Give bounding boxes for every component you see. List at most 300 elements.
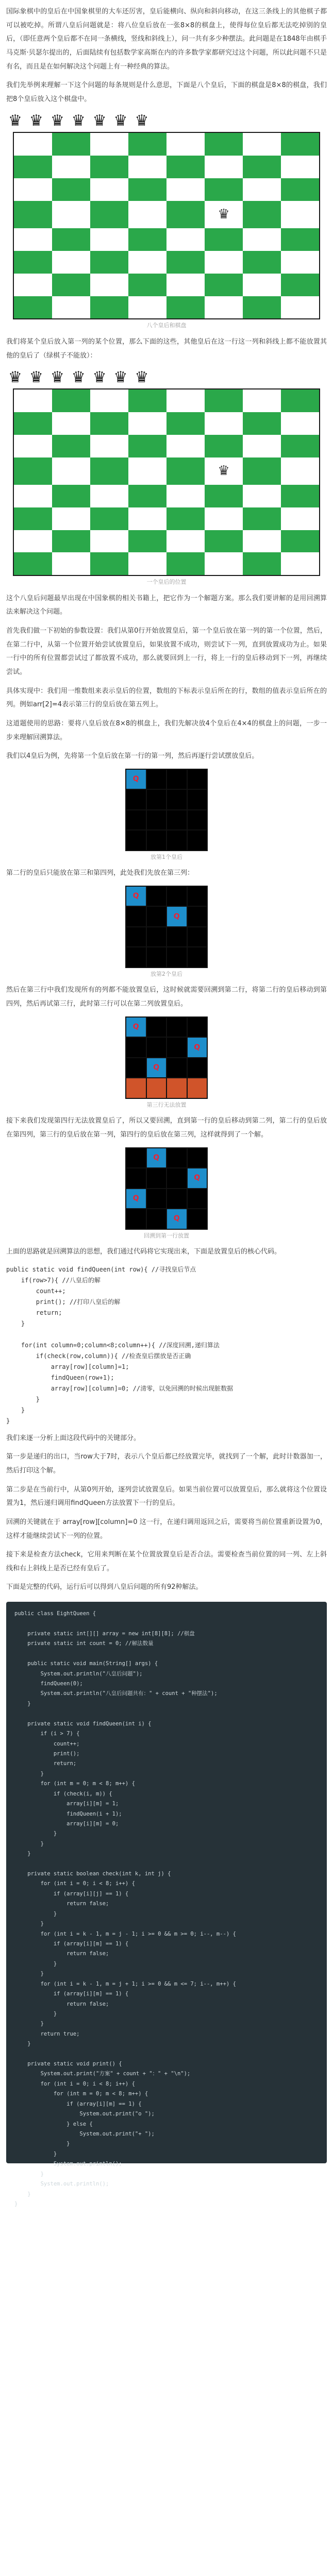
- board-square: [205, 274, 243, 296]
- code-line: return false;: [14, 1901, 109, 1907]
- code-line: } else {: [14, 2121, 93, 2127]
- board-cell: [188, 1148, 207, 1168]
- board-square: [281, 133, 319, 156]
- board-square: [281, 274, 319, 296]
- board-cell: [147, 1018, 166, 1037]
- queen-row: [0, 370, 333, 385]
- board-square: [90, 552, 128, 575]
- board-square: [205, 251, 243, 274]
- code-line: public class EightQueen {: [14, 1611, 96, 1617]
- board-square: [14, 178, 52, 201]
- code-line: return false;: [14, 1951, 109, 1957]
- board-square: [205, 435, 243, 457]
- code-line: System.out.print("o ");: [14, 2111, 155, 2117]
- board-cell: [126, 1148, 146, 1168]
- board-square: [243, 274, 281, 296]
- intro-paragraph-1: 国际象棋中的皇后在中国象棋里的大车还厉害，皇后能横向、纵向和斜向移动，在这三条线上的其他棋子都可以被吃掉。所谓八皇后问题就是：将八位皇后放在一张8×8的棋盘上，使得每位皇后都无法吃掉别的皇后，（即任意两个皇后都不在同一条横线，竖线和斜线上），问一共有多少种摆法。此问题是在1848年由棋手马克斯·贝瑟尔提出的，后面陆续有包括数学家高斯在内的许多数学家都研究过这个问题，所以此问题不只是有名，而且是在如何解决这个问题上有一种经典的算法。: [6, 8, 327, 71]
- board-square: [166, 133, 205, 156]
- board-cell: [167, 927, 187, 947]
- board-square: [281, 507, 319, 530]
- board-square: [128, 435, 166, 457]
- board-cell: [126, 927, 146, 947]
- board-square: [166, 412, 205, 435]
- section8-paragraph-4: 回溯的关键就在于 array[row][column]=0 这一行，在递归调用返回之后，需要将当前位置重新设置为0，这样才能继续尝试下一列的位置。: [6, 1518, 327, 1540]
- code-line: }: [6, 1406, 25, 1414]
- board-cell: [147, 1209, 166, 1229]
- board-square: [52, 251, 90, 274]
- board-cell: [167, 810, 187, 830]
- section3-paragraph-5: 我们以4皇后为例，先将第一个皇后放在第一行的第一列，然后再逐行尝试摆放皇后。: [6, 752, 259, 760]
- code-line: for (int i = k - 1, m = j + 1; i >= 0 && m <= 7; i--, m++) {: [14, 1980, 236, 1987]
- code-line: System.out.print("方案" + count + "：" + "\n");: [14, 2071, 191, 2077]
- board-square: [281, 530, 319, 553]
- board-square: [128, 251, 166, 274]
- board-square: [243, 530, 281, 553]
- board-cell: [126, 1078, 146, 1098]
- board-square: [281, 228, 319, 251]
- code-block-core: [6, 1264, 327, 1427]
- code-line: System.out.print("+ ");: [14, 2131, 155, 2137]
- board-square: [243, 133, 281, 156]
- board-square: [281, 552, 319, 575]
- board-square: [52, 133, 90, 156]
- code-line: for (int m = 0; m < 8; m++) {: [14, 1781, 135, 1787]
- board-square: [166, 201, 205, 228]
- board-square: [52, 552, 90, 575]
- board-square: [205, 156, 243, 178]
- board-square: [166, 274, 205, 296]
- chess-queen-icon: ♛: [8, 112, 22, 130]
- code-block-full: [6, 1602, 327, 2207]
- board-cell: [167, 1148, 187, 1168]
- chess-queen-icon: ♛: [29, 112, 43, 130]
- article: [0, 5, 333, 2576]
- board-square: [166, 507, 205, 530]
- board-cell: [126, 810, 146, 830]
- board-square: [90, 412, 128, 435]
- board-square: [52, 296, 90, 319]
- chess-queen-icon: ♛: [113, 112, 128, 130]
- board-cell: [147, 810, 166, 830]
- board-cell: [126, 947, 146, 967]
- board-square: [128, 530, 166, 553]
- board-square: [205, 530, 243, 553]
- code-line: for (int i = k - 1, m = j - 1; i >= 0 && m >= 0; i--, m--) {: [14, 1930, 236, 1937]
- board-square: [281, 178, 319, 201]
- code-line: for (int i = 0; i < 8; i++) {: [14, 1880, 135, 1887]
- board-cell: [188, 907, 207, 926]
- four-queen-board: [125, 886, 208, 968]
- board-square: [166, 457, 205, 485]
- board-square: [90, 507, 128, 530]
- board-square: [90, 228, 128, 251]
- board-square: [281, 251, 319, 274]
- board-cell: [126, 790, 146, 809]
- code-line: }: [6, 1417, 10, 1425]
- code-line: for (int i = 0; i < 8; i++) {: [14, 2080, 135, 2087]
- board-square: [52, 530, 90, 553]
- board-cell: [167, 790, 187, 809]
- queen-cell: Q: [147, 1058, 166, 1078]
- chess-queen-icon: ♛: [92, 368, 107, 387]
- code-line: print();: [14, 1750, 80, 1757]
- board-cell: [126, 1038, 146, 1057]
- code-line: }: [14, 2010, 57, 2017]
- code-line: private static boolean check(int k, int j) {: [14, 1871, 171, 1877]
- board-cell: [167, 1018, 187, 1037]
- code-line: array[row][column]=0; //清零，以免回溯的时候出现脏数据: [6, 1384, 234, 1392]
- board-square: [243, 228, 281, 251]
- board-square: [243, 457, 281, 485]
- board-cell: [126, 907, 146, 926]
- board-cell: [126, 831, 146, 850]
- board-square: [128, 507, 166, 530]
- figure-caption: 八个皇后和棋盘: [146, 322, 187, 329]
- board-cell: [167, 1078, 187, 1098]
- board-square: [52, 457, 90, 485]
- board-square: [14, 133, 52, 156]
- code-line: array[i][m] = 0;: [14, 1820, 119, 1827]
- code-line: for (int m = 0; m < 8; m++) {: [14, 2091, 148, 2097]
- code-line: }: [14, 2191, 31, 2197]
- section8-paragraph-1: 我们来逐一分析上面这段代码中的关键部分。: [6, 1434, 141, 1442]
- chessboard: [13, 132, 320, 319]
- board-square: [281, 296, 319, 319]
- board-cell: [167, 1058, 187, 1078]
- board-square: [14, 552, 52, 575]
- board-square: [243, 201, 281, 228]
- board-square: [128, 485, 166, 507]
- board-square: [205, 485, 243, 507]
- board-cell: [188, 790, 207, 809]
- code-line: }: [14, 2141, 70, 2147]
- board-square: [243, 178, 281, 201]
- board-cell: [147, 770, 166, 789]
- board-square: [166, 228, 205, 251]
- chess-queen-icon: ♛: [50, 368, 64, 387]
- board-square: [243, 435, 281, 457]
- section6-paragraph: 接下来我们发现第四行无法放置皇后了，所以又要回溯，直到第一行的皇后移动到第二列，第二行的皇后放在第四列，第三行的皇后放在第一列，第四行的皇后放在第三列，这样就得到了一个解。: [6, 1117, 327, 1139]
- board-square: [52, 156, 90, 178]
- code-line: }: [14, 1971, 44, 1977]
- code-line: count++;: [14, 1740, 80, 1747]
- board-cell: [147, 1168, 166, 1188]
- code-line: }: [14, 1910, 57, 1917]
- code-line: }: [14, 1840, 44, 1847]
- board-square: [128, 552, 166, 575]
- board-cell: [188, 1189, 207, 1209]
- board-cell: [188, 947, 207, 967]
- board-square: [281, 485, 319, 507]
- board-square: [166, 485, 205, 507]
- queen-cell: Q: [167, 1209, 187, 1229]
- board-square: [90, 435, 128, 457]
- code-line: System.out.println("八皇后问题");: [14, 1670, 143, 1677]
- board-square: [166, 530, 205, 553]
- code-line: array[row][column]=1;: [6, 1363, 129, 1370]
- board-cell: [188, 927, 207, 947]
- board-square: [52, 228, 90, 251]
- board-cell: [188, 1209, 207, 1229]
- board-square: [128, 178, 166, 201]
- figure-caption: 一个皇后的位置: [146, 579, 187, 586]
- code-line: return true;: [14, 2030, 80, 2037]
- board-square: [128, 412, 166, 435]
- board-square: [90, 457, 128, 485]
- code-line: if(check(row,column)){ //检查皇后摆放是否正确: [6, 1352, 191, 1360]
- code-line: }: [14, 1831, 57, 1837]
- board-square: [52, 178, 90, 201]
- board-square: [243, 412, 281, 435]
- board-square: [128, 296, 166, 319]
- board-square: [281, 457, 319, 485]
- code-line: [6, 1329, 327, 1340]
- board-square: [166, 552, 205, 575]
- board-square: [14, 228, 52, 251]
- code-line: }: [14, 2041, 31, 2047]
- figure-caption: 第三行无法放置: [146, 1101, 187, 1108]
- board-square: [90, 389, 128, 412]
- board-square: [205, 552, 243, 575]
- board-square: [205, 507, 243, 530]
- board-square: [166, 251, 205, 274]
- code-line: [14, 2049, 319, 2059]
- code-line: private static void findQueen(int i) {: [14, 1720, 152, 1727]
- board-square: [90, 251, 128, 274]
- code-line: public static void findQueen(int row){ //寻找皇后节点: [6, 1265, 196, 1273]
- board-square: [14, 201, 52, 228]
- code-line: private static int count = 0; //解法数量: [14, 1640, 154, 1647]
- board-square: [90, 296, 128, 319]
- board-square: [14, 412, 52, 435]
- code-line: print(); //打印八皇后的解: [6, 1298, 121, 1306]
- section3-paragraph-2: 首先我们做一下初始的参数设置：我们从第0行开始放置皇后，第一个皇后放在第一列的第一个位置，然后，在第二行中，从第一个位置开始尝试放置皇后，如果放置不成功，则尝试下一列，直到放置成功为止。如果一行中的所有位置都尝试过了都放置不成功，那么就要回到上一行，将上一行的皇后移动到下一列，再继续尝试。: [6, 627, 327, 676]
- board-cell: [188, 810, 207, 830]
- section8-paragraph-5: 接下来是检查方法check，它用来判断在某个位置放置皇后是否合法。需要检查当前位置的同一列、左上斜线和右上斜线上是否已经有皇后了。: [6, 1551, 327, 1572]
- figure-caption: 放第2个皇后: [151, 970, 182, 977]
- four-queen-board: [125, 1147, 208, 1230]
- queen-cell: Q: [188, 1168, 207, 1188]
- code-line: if (check(i, m)) {: [14, 1790, 112, 1797]
- section7-paragraph: 上面的思路就是回溯算法的思想，我们通过代码将它实现出来，下面是放置皇后的核心代码。: [6, 1248, 281, 1256]
- code-line: System.out.println();: [14, 2181, 109, 2188]
- board-cell: [167, 1189, 187, 1209]
- board-cell: [126, 1209, 146, 1229]
- board-square: [52, 435, 90, 457]
- code-line: public static void main(String[] args) {: [14, 1660, 158, 1667]
- code-line: if (array[i][m] == 1) {: [14, 1991, 129, 1997]
- section5-paragraph: 然后在第三行中我们发现所有的列都不能放置皇后，这时候就需要回溯到第二行，将第二行的皇后移动到第四列，然后再试第三行，此时第三行可以在第二列放置皇后。: [6, 986, 327, 1008]
- queen-cell: Q: [147, 1148, 166, 1168]
- section8-paragraph-2: 第一步是递归的出口，当row大于7时，表示八个皇后都已经放置完毕，就找到了一个解，此时计数器加一，然后打印这个解。: [6, 1453, 327, 1475]
- board-square: [205, 228, 243, 251]
- code-line: [14, 1859, 319, 1869]
- board-square: [243, 296, 281, 319]
- queen-cell: Q: [126, 770, 146, 789]
- board-square: [205, 133, 243, 156]
- board-cell: [188, 887, 207, 906]
- code-line: findQueen(0);: [14, 1681, 83, 1687]
- code-line: }: [14, 2021, 44, 2027]
- board-cell: [188, 831, 207, 850]
- board-square: [90, 274, 128, 296]
- board-square: [243, 251, 281, 274]
- section3-paragraph-1: 这个八皇后问题最早出现在中国象棋的相关书籍上，把它作为一个解题方案。那么我们要讲解的是用回溯算法来解决这个问题。: [6, 594, 327, 616]
- board-cell: [188, 1018, 207, 1037]
- board-cell: [147, 907, 166, 926]
- four-queen-board: [125, 769, 208, 851]
- chess-queen-icon: ♛: [113, 368, 128, 387]
- board-square: [205, 389, 243, 412]
- code-line: if (array[i][m] == 1) {: [14, 2100, 142, 2107]
- code-line: }: [14, 1960, 57, 1967]
- board-square: [166, 156, 205, 178]
- chess-queen-icon: ♛: [92, 112, 107, 130]
- code-line: [14, 1709, 319, 1719]
- board-square: [205, 296, 243, 319]
- board-square: [14, 457, 52, 485]
- queen-row: [0, 113, 333, 129]
- code-line: }: [14, 2150, 57, 2157]
- code-line: }: [14, 1700, 31, 1707]
- board-cell: [147, 947, 166, 967]
- code-line: array[i][m] = 1;: [14, 1801, 119, 1807]
- board-square: [128, 156, 166, 178]
- board-cell: [167, 887, 187, 906]
- board-square: [14, 389, 52, 412]
- board-square: [243, 389, 281, 412]
- board-square: [243, 507, 281, 530]
- board-square: [52, 274, 90, 296]
- section3-paragraph-4: 这道题使用的思路：要将八皇后放在8×8的棋盘上，我们先解决放4个皇后在4×4的棋盘上的问题，一步一步来理解回溯算法。: [6, 719, 327, 741]
- queen-cell: Q: [188, 1038, 207, 1057]
- chess-queen-icon: ♛: [205, 201, 243, 228]
- board-square: [281, 435, 319, 457]
- board-cell: [147, 887, 166, 906]
- code-line: if (array[i][m] == 1) {: [14, 1940, 129, 1947]
- board-square: [166, 389, 205, 412]
- board-square: [128, 389, 166, 412]
- board-cell: [188, 770, 207, 789]
- board-cell: [147, 927, 166, 947]
- board-cell: [167, 947, 187, 967]
- board-cell: [167, 1038, 187, 1057]
- board-square: [52, 507, 90, 530]
- chess-queen-icon: ♛: [135, 112, 149, 130]
- code-line: if (i > 7) {: [14, 1731, 80, 1737]
- board-square: [243, 485, 281, 507]
- code-line: [14, 1619, 319, 1629]
- board-cell: [167, 831, 187, 850]
- board-square: [281, 156, 319, 178]
- board-cell: [147, 1078, 166, 1098]
- board-square: [52, 389, 90, 412]
- board-square: [128, 201, 166, 228]
- board-square: [281, 412, 319, 435]
- board-square: [243, 552, 281, 575]
- code-line: if (array[i][j] == 1) {: [14, 1890, 129, 1897]
- code-line: }: [14, 2171, 44, 2177]
- board-square: [90, 133, 128, 156]
- section3-paragraph-3: 具体实现中：我们用一维数组来表示皇后的位置，数组的下标表示皇后所在的行，数组的值表示皇后所在的列。例如arr[2]=4表示第三行的皇后放在第五列上。: [6, 687, 327, 709]
- code-line: private static int[][] array = new int[8][8]; //棋盘: [14, 1630, 195, 1637]
- board-square: [128, 457, 166, 485]
- section2-paragraph: 我们将某个皇后放入第一列的某个位置，那么下面的这些，其他皇后在这一行这一列和斜线上都不能放置其他的皇后了（绿棋子不能放）：: [6, 337, 327, 360]
- section8-paragraph-6: 下面是完整的代码，运行后可以得到八皇后问题的所有92种解法。: [6, 1583, 203, 1591]
- board-square: [90, 178, 128, 201]
- board-cell: [188, 1058, 207, 1078]
- queen-cell: Q: [167, 907, 187, 926]
- code-line: if(row>7){ //八皇后的解: [6, 1276, 101, 1284]
- board-cell: [126, 1058, 146, 1078]
- board-square: [52, 485, 90, 507]
- board-square: [166, 178, 205, 201]
- board-square: [14, 296, 52, 319]
- code-line: }: [14, 1770, 44, 1777]
- code-line: return false;: [14, 2001, 109, 2007]
- board-square: [205, 178, 243, 201]
- code-line: }: [14, 1921, 44, 1927]
- board-cell: [147, 790, 166, 809]
- board-square: [166, 435, 205, 457]
- section8-paragraph-3: 第二步是在当前行中，从第0列开始，逐列尝试放置皇后。如果当前位置可以放置皇后，那么就将这个位置设置为1，然后递归调用findQueen方法放置下一行的皇后。: [6, 1485, 327, 1507]
- intro-paragraph-2: 我们先举例来理解一下这个问题的每条规则是什么意思，下面是八个皇后，下面的棋盘是8×8的棋盘，我们把8个皇后放入这个棋盘中。: [6, 81, 327, 103]
- code-line: count++;: [6, 1287, 66, 1295]
- chess-queen-icon: ♛: [8, 368, 22, 387]
- chessboard: [13, 388, 320, 576]
- board-cell: [188, 1078, 207, 1098]
- code-line: findQueen(i + 1);: [14, 1810, 122, 1817]
- board-cell: [126, 1168, 146, 1188]
- board-square: [90, 530, 128, 553]
- code-line: for(int column=0;column<8;column++){ //深度回溯,递归算法: [6, 1341, 220, 1349]
- board-square: [281, 389, 319, 412]
- figure-caption: 回溯到第一行放置: [144, 1232, 189, 1239]
- board-square: [14, 274, 52, 296]
- code-line: }: [6, 1395, 40, 1403]
- code-line: private static void print() {: [14, 2061, 122, 2067]
- code-line: findQueen(row+1);: [6, 1374, 114, 1381]
- board-square: [52, 412, 90, 435]
- board-square: [52, 201, 90, 228]
- code-line: [14, 1649, 319, 1659]
- board-square: [128, 228, 166, 251]
- four-queen-board: [125, 1016, 208, 1099]
- board-cell: [147, 831, 166, 850]
- chess-queen-icon: ♛: [71, 112, 86, 130]
- queen-cell: Q: [126, 1018, 146, 1037]
- code-line: return;: [6, 1309, 62, 1316]
- board-cell: [167, 1168, 187, 1188]
- board-square: [166, 296, 205, 319]
- board-cell: [147, 1038, 166, 1057]
- figure-caption: 放第1个皇后: [151, 853, 182, 860]
- chess-queen-icon: ♛: [205, 457, 243, 485]
- board-cell: [167, 770, 187, 789]
- board-square: [90, 201, 128, 228]
- queen-cell: Q: [126, 1189, 146, 1209]
- board-square: [243, 156, 281, 178]
- code-line: System.out.println();: [14, 2161, 122, 2167]
- board-square: [205, 412, 243, 435]
- board-square: [14, 530, 52, 553]
- code-line: return;: [14, 1760, 77, 1767]
- board-square: [128, 133, 166, 156]
- board-square: [128, 274, 166, 296]
- board-square: [14, 485, 52, 507]
- code-line: }: [6, 1319, 25, 1327]
- board-square: [14, 251, 52, 274]
